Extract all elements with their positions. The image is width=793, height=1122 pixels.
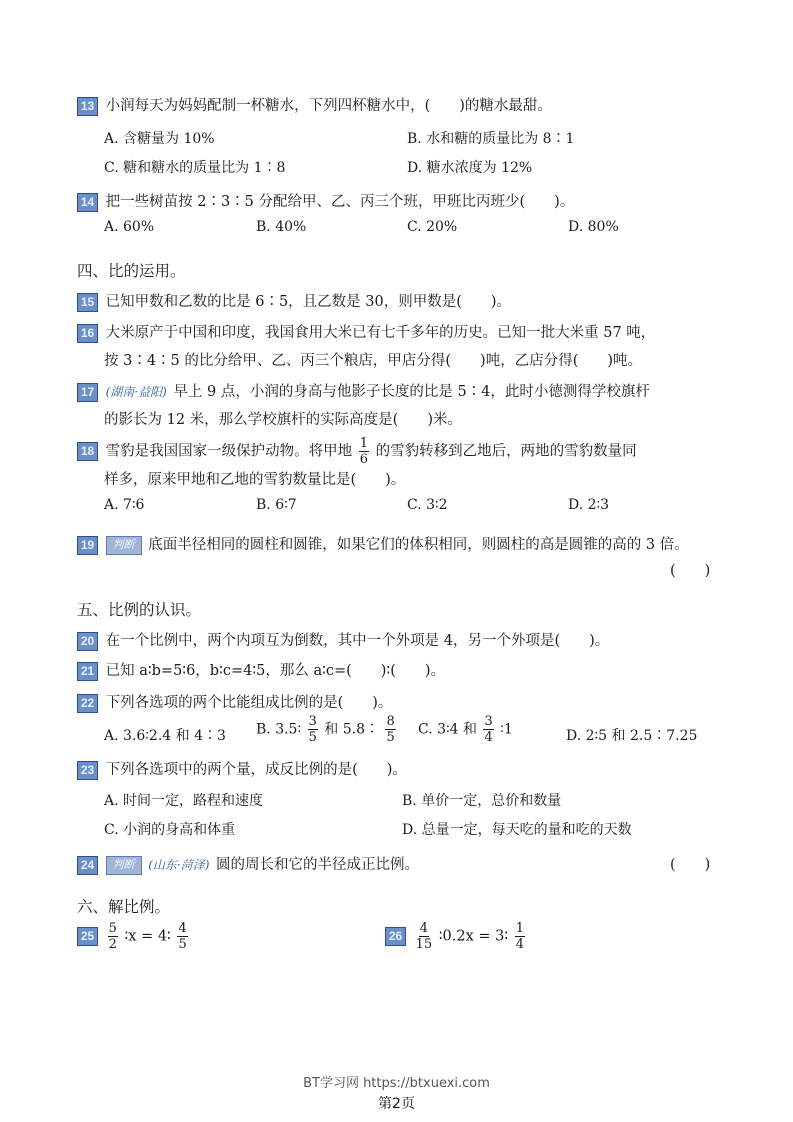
question-text-cont: 的雪豹转移到乙地后，两地的雪豹数量同 [375,443,637,460]
question-number: 18 [77,442,98,461]
option-c: C. 3∶4 和 $\frac{3}{4}$ ∶1 [418,714,513,745]
question-text: 把一些树苗按 2∶3∶5 分配给甲、乙、丙三个班，甲班比丙班少( )。 [105,194,575,210]
option-c: C. 小润的身高和体重 [104,822,236,838]
option-b: B. 3.5∶ $\frac{3}{5}$ 和 5.8∶ $\frac{8}{5}$ [256,714,395,745]
question-17-line2: 的影长为 12 米，那么学校旗杆的实际高度是( )米。 [104,412,462,428]
question-26 [385,922,527,951]
question-text: 下列各选项中的两个量，成反比例的是( )。 [105,762,407,778]
question-24 [77,853,419,875]
answer-bracket[interactable]: ( ) [670,563,711,579]
fraction: $\frac{1}{4}$ [515,921,525,952]
option-a: A. 时间一定，路程和速度 [104,793,264,809]
question-number: 16 [77,324,98,343]
option-a: A. 3.6∶2.4 和 4∶3 [104,728,226,744]
fraction: $\frac{8}{5}$ [386,714,395,745]
question-16 [77,321,655,343]
option-a: A. 60% [104,219,155,235]
question-text: 已知甲数和乙数的比是 6∶5，且乙数是 30，则甲数是( )。 [105,294,512,310]
footer-watermark: BT学习网 https://btxuexi.com [303,1076,490,1091]
option-b: B. 单价一定，总价和数量 [402,793,562,809]
option-d: D. 总量一定，每天吃的量和吃的天数 [402,822,632,838]
question-22 [77,691,392,713]
question-18 [77,437,637,466]
question-number: 23 [77,761,98,780]
question-number: 25 [77,927,98,946]
section-heading-5: 五、比例的认识。 [77,601,202,619]
question-text: 下列各选项的两个比能组成比例的是( )。 [105,695,393,711]
option-d: D. 80% [568,219,619,235]
page-number: 第2页 [378,1096,415,1112]
question-text: 圆的周长和它的半径成正比例。 [216,857,420,873]
option-b: B. 6∶7 [256,497,297,513]
question-21 [77,659,445,681]
question-number: 21 [77,662,98,681]
option-d: D. 2∶5 和 2.5∶7.25 [566,728,698,744]
option-d: D. 2∶3 [568,497,610,513]
option-b: B. 水和糖的质量比为 8∶1 [407,131,575,147]
option-c: C. 糖和糖水的质量比为 1∶8 [104,160,286,176]
question-13 [77,94,552,116]
option-a: A. 7∶6 [104,497,145,513]
question-17 [77,380,650,402]
source-tag: (湖南·益阳) [105,385,167,399]
question-number: 24 [77,856,98,875]
fraction: $\frac{1}{6}$ [359,436,368,467]
question-19 [77,533,689,555]
question-text: 早上 9 点，小润的身高与他影子长度的比是 5∶4，此时小德测得学校旗杆 [173,384,650,400]
question-15 [77,290,511,312]
judgement-tag: 判断 [106,856,142,875]
section-heading-6: 六、解比例。 [77,898,171,916]
question-text: 小润每天为妈妈配制一杯糖水，下列四杯糖水中，( )的糖水最甜。 [105,98,552,114]
fraction: $\frac{5}{2}$ [108,921,117,952]
question-text: 在一个比例中，两个内项互为倒数，其中一个外项是 4，另一个外项是( )。 [105,633,610,649]
question-number: 26 [385,927,406,946]
question-text: 大米原产于中国和印度，我国食用大米已有七千多年的历史。已知一批大米重 57 吨， [105,325,656,341]
question-number: 13 [77,97,98,116]
question-23 [77,758,407,780]
option-a: A. 含糖量为 10% [104,131,215,147]
option-c: C. 20% [407,219,458,235]
question-text: 已知 a∶b=5∶6，b∶c=4∶5，那么 a∶c=( )∶( )。 [105,663,446,679]
question-number: 20 [77,632,98,651]
option-d: D. 糖水浓度为 12% [407,160,533,176]
question-number: 22 [77,694,98,713]
equation-text: ∶x = 4∶ [124,928,171,945]
question-text: 底面半径相同的圆柱和圆锥，如果它们的体积相同，则圆柱的高是圆锥的高的 3 倍。 [148,537,689,553]
question-number: 17 [77,383,98,402]
section-heading-4: 四、比的运用。 [77,262,186,280]
fraction: $\frac{3}{4}$ [484,714,493,745]
judgement-tag: 判断 [106,536,142,555]
fraction: $\frac{3}{5}$ [308,714,317,745]
source-tag: (山东·菏泽) [148,858,210,872]
option-b: B. 40% [256,219,307,235]
question-text: 雪豹是我国国家一级保护动物。将甲地 [105,443,353,460]
fraction: $\frac{4}{5}$ [178,921,187,952]
question-number: 15 [77,293,98,312]
option-c: C. 3∶2 [407,497,448,513]
equation-text: ∶0.2x = 3∶ [438,928,509,945]
question-25 [77,922,190,951]
question-14 [77,190,574,212]
answer-bracket[interactable]: ( ) [670,857,711,873]
fraction: $\frac{4}{15}$ [415,921,433,952]
question-number: 19 [77,536,98,555]
question-number: 14 [77,193,98,212]
question-18-line2: 样多，原来甲地和乙地的雪豹数量比是( )。 [104,472,406,488]
question-20 [77,629,609,651]
question-16-line2: 按 3∶4∶5 的比分给甲、乙、丙三个粮店，甲店分得( )吨，乙店分得( )吨。 [104,353,643,369]
